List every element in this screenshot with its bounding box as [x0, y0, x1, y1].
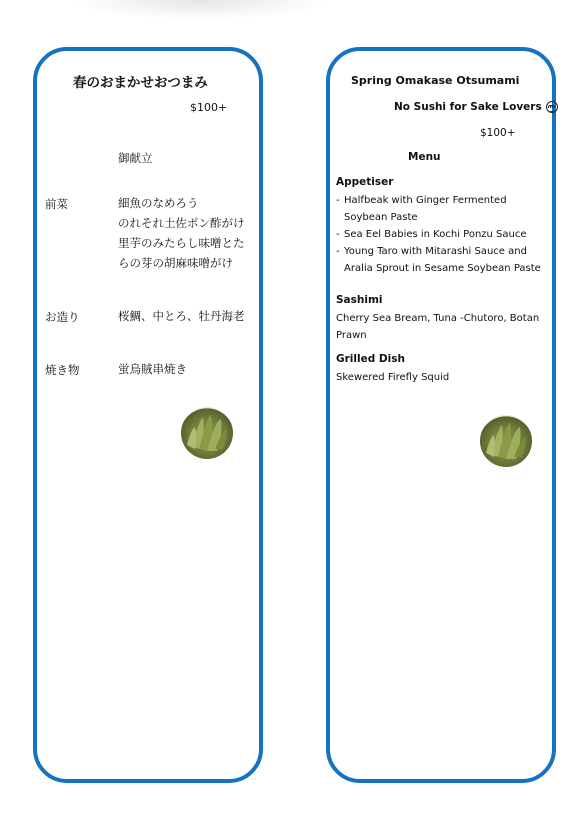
list-item: - Sea Eel Babies in Kochi Ponzu Sauce	[336, 226, 541, 243]
en-category-grilled: Grilled Dish	[336, 353, 405, 365]
jp-item: 桜鯛、中とろ、牡丹海老	[118, 309, 245, 323]
en-note-text: No Sushi for Sake Lovers	[394, 101, 542, 113]
japanese-menu-card	[33, 47, 263, 783]
jp-item: らの芽の胡麻味噌がけ	[118, 256, 233, 270]
jp-menu-heading: 御献立	[118, 151, 153, 165]
smiling-face-icon	[546, 101, 558, 113]
jp-category-yakimono: 焼き物	[45, 363, 80, 377]
jp-menu-title: 春のおまかせおつまみ	[73, 75, 208, 91]
top-shadow	[70, 0, 330, 20]
list-item: - Young Taro with Mitarashi Sauce and Aralia Sprout in Sesame Soybean Paste	[336, 243, 541, 277]
en-sashimi-text: Cherry Sea Bream, Tuna -Chutoro, Botan Prawn	[336, 313, 540, 341]
jp-yakimono-items	[118, 359, 187, 379]
english-menu-card	[326, 47, 556, 783]
jp-category-otsukuri: お造り	[45, 310, 80, 324]
en-price: $100+	[480, 127, 516, 139]
en-category-appetiser: Appetiser	[336, 176, 394, 188]
en-menu-heading: Menu	[408, 151, 441, 163]
jp-item: 里芋のみたらし味噌とた	[118, 236, 245, 250]
en-appetiser-list	[336, 192, 541, 277]
jp-item: のれそれ土佐ポン酢がけ	[118, 216, 245, 230]
en-category-sashimi: Sashimi	[336, 294, 383, 306]
list-item: - Halfbeak with Ginger Fermented Soybean Paste	[336, 192, 541, 226]
jp-item: 蛍烏賊串焼き	[118, 362, 187, 376]
fukinoto-photo-icon	[480, 415, 532, 467]
jp-otsukuri-items	[118, 306, 245, 326]
en-note	[394, 101, 558, 113]
jp-category-zensai: 前菜	[45, 197, 68, 211]
fukinoto-photo-icon	[181, 407, 233, 459]
jp-item: 細魚のなめろう	[118, 196, 199, 210]
en-menu-title: Spring Omakase Otsumami	[351, 74, 520, 87]
en-grilled-text: Skewered Firefly Squid	[336, 372, 450, 383]
jp-price: $100+	[190, 101, 228, 114]
jp-zensai-items	[118, 193, 245, 273]
